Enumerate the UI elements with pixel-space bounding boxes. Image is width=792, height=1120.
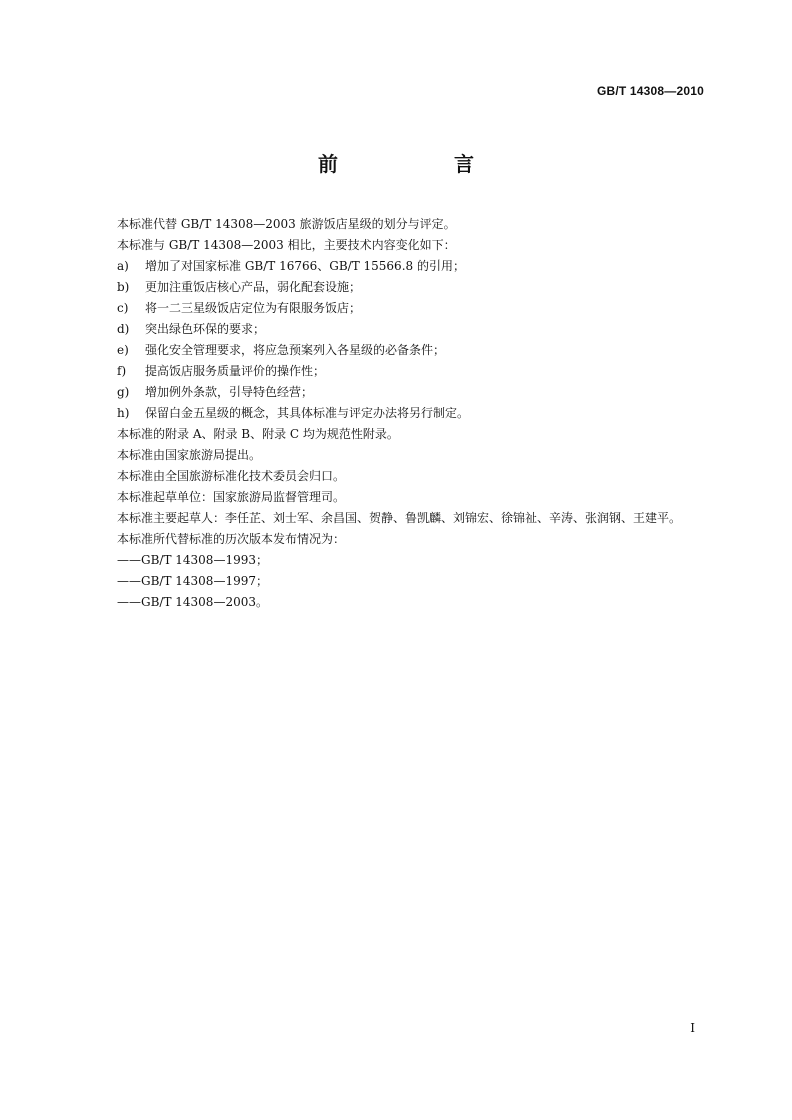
page-title: 前 言 bbox=[318, 152, 522, 176]
list-item-text: 将一二三星级饭店定位为有限服务饭店； bbox=[145, 301, 362, 315]
paragraph-under-jurisdiction: 本标准由全国旅游标准化技术委员会归口。 bbox=[117, 469, 346, 483]
page-number: I bbox=[690, 1021, 695, 1035]
list-item-text: 增加了对国家标准 GB/T 16766、GB/T 15566.8 的引用； bbox=[145, 259, 465, 273]
list-marker: e) bbox=[117, 343, 129, 357]
list-item-text: 提高饭店服务质量评价的操作性； bbox=[145, 364, 326, 378]
previous-editions-list bbox=[117, 550, 717, 613]
list-item: ——GB/T 14308—1997； bbox=[117, 574, 268, 588]
list-marker: a) bbox=[117, 259, 129, 273]
list-item bbox=[117, 361, 717, 382]
paragraph-drafters: 本标准主要起草人：李任芷、刘士军、余昌国、贺静、鲁凯麟、刘锦宏、徐锦祉、辛涛、张润钢、王建平。 bbox=[117, 511, 682, 525]
preface-body bbox=[117, 214, 717, 613]
list-item bbox=[117, 319, 717, 340]
list-item bbox=[117, 382, 717, 403]
changes-list bbox=[117, 256, 717, 424]
paragraph-annexes: 本标准的附录 A、附录 B、附录 C 均为规范性附录。 bbox=[117, 427, 399, 441]
list-marker: c) bbox=[117, 301, 129, 315]
list-marker: f) bbox=[117, 364, 127, 378]
list-item-text: 保留白金五星级的概念，其具体标准与评定办法将另行制定。 bbox=[145, 406, 470, 420]
list-item bbox=[117, 340, 717, 361]
paragraph-replaces: 本标准代替 GB/T 14308—2003 旅游饭店星级的划分与评定。 bbox=[117, 217, 456, 231]
list-item: ——GB/T 14308—2003。 bbox=[117, 595, 268, 609]
paragraph-drafting-unit: 本标准起草单位：国家旅游局监督管理司。 bbox=[117, 490, 346, 504]
list-item-text: 更加注重饭店核心产品，弱化配套设施； bbox=[145, 280, 362, 294]
standard-number-header: GB/T 14308—2010 bbox=[596, 84, 704, 98]
list-item bbox=[117, 256, 717, 277]
list-item: ——GB/T 14308—1993； bbox=[117, 553, 268, 567]
paragraph-previous-editions: 本标准所代替标准的历次版本发布情况为： bbox=[117, 532, 346, 546]
list-item-text: 突出绿色环保的要求； bbox=[145, 322, 266, 336]
list-marker: d) bbox=[117, 322, 130, 336]
list-marker: h) bbox=[117, 406, 130, 420]
paragraph-proposed-by: 本标准由国家旅游局提出。 bbox=[117, 448, 262, 462]
list-item-text: 强化安全管理要求，将应急预案列入各星级的必备条件； bbox=[145, 343, 446, 357]
list-item bbox=[117, 298, 717, 319]
list-item bbox=[117, 277, 717, 298]
paragraph-changes-intro: 本标准与 GB/T 14308—2003 相比，主要技术内容变化如下： bbox=[117, 238, 456, 252]
list-item-text: 增加例外条款，引导特色经营； bbox=[145, 385, 314, 399]
list-marker: g) bbox=[117, 385, 130, 399]
list-item bbox=[117, 403, 717, 424]
list-marker: b) bbox=[117, 280, 130, 294]
